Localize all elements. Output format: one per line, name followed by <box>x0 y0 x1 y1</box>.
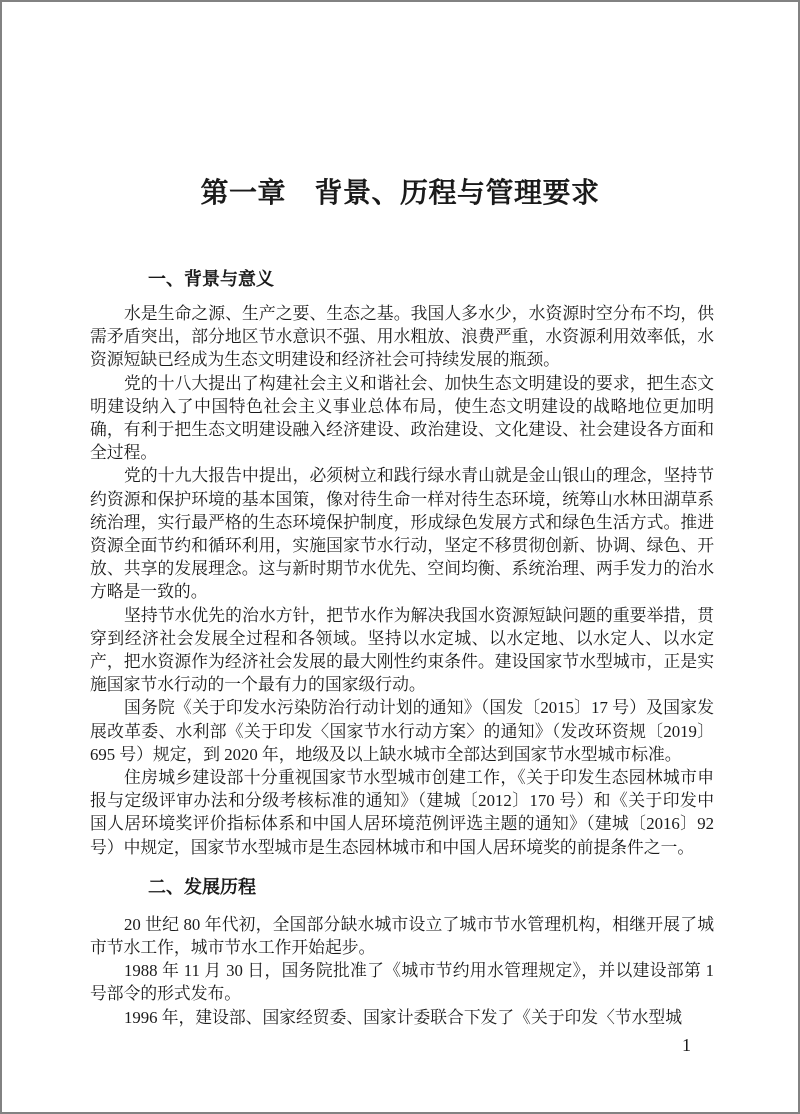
body-paragraph: 国务院《关于印发水污染防治行动计划的通知》（国发〔2015〕17 号）及国家发展改革委、水利部《关于印发〈国家节水行动方案〉的通知》（发改环资规〔2019〕695 号）规定，到 2020 年，地级及以上缺水城市全部达到国家节水型城市标准。 <box>90 698 714 764</box>
body-paragraph: 1988 年 11 月 30 日，国务院批准了《城市节约用水管理规定》，并以建设部第 1 号部令的形式发布。 <box>90 961 714 1004</box>
section-heading-history: 二、发展历程 <box>148 876 256 897</box>
section-heading-background: 一、背景与意义 <box>148 269 274 289</box>
chapter-title: 第一章 背景、历程与管理要求 <box>200 177 600 208</box>
body-paragraph: 水是生命之源、生产之要、生态之基。我国人多水少，水资源时空分布不均，供需矛盾突出，部分地区节水意识不强、用水粗放、浪费严重，水资源利用效率低，水资源短缺已经成为生态文明建设和经济社会可持续发展的瓶颈。 <box>90 304 714 370</box>
page-number: 1 <box>682 1035 691 1055</box>
body-paragraph: 住房城乡建设部十分重视国家节水型城市创建工作，《关于印发生态园林城市申报与定级评审办法和分级考核标准的通知》（建城〔2012〕170 号）和《关于印发中国人居环境奖评价指标体系和中国人居环境范例评选主题的通知》（建城〔2016〕92 号）中规定，国家节水型城市是生态园林城市和中国人居环境奖的前提条件之一。 <box>90 768 714 857</box>
page-content <box>90 269 714 1029</box>
body-paragraph: 1996 年，建设部、国家经贸委、国家计委联合下发了《关于印发〈节水型城 <box>124 1007 682 1027</box>
body-paragraph: 党的十八大提出了构建社会主义和谐社会、加快生态文明建设的要求，把生态文明建设纳入了中国特色社会主义事业总体布局，使生态文明建设的战略地位更加明确，有利于把生态文明建设融入经济建设、政治建设、文化建设、社会建设各方面和全过程。 <box>90 373 714 463</box>
body-paragraph: 坚持节水优先的治水方针，把节水作为解决我国水资源短缺问题的重要举措，贯穿到经济社会发展全过程和各领域。坚持以水定城、以水定地、以水定人、以水定产，把水资源作为经济社会发展的最大刚性约束条件。建设国家节水型城市，正是实施国家节水行动的一个最有力的国家级行动。 <box>90 605 714 695</box>
body-paragraph: 20 世纪 80 年代初，全国部分缺水城市设立了城市节水管理机构，相继开展了城市节水工作，城市节水工作开始起步。 <box>90 914 714 958</box>
body-paragraph: 党的十九大报告中提出，必须树立和践行绿水青山就是金山银山的理念，坚持节约资源和保护环境的基本国策，像对待生命一样对待生态环境，统筹山水林田湖草系统治理，实行最严格的生态环境保护制度，形成绿色发展方式和绿色生活方式。推进资源全面节约和循环利用，实施国家节水行动，坚定不移贯彻创新、协调、绿色、开放、共享的发展理念。这与新时期节水优先、空间均衡、系统治理、两手发力的治水方略是一致的。 <box>90 466 714 602</box>
